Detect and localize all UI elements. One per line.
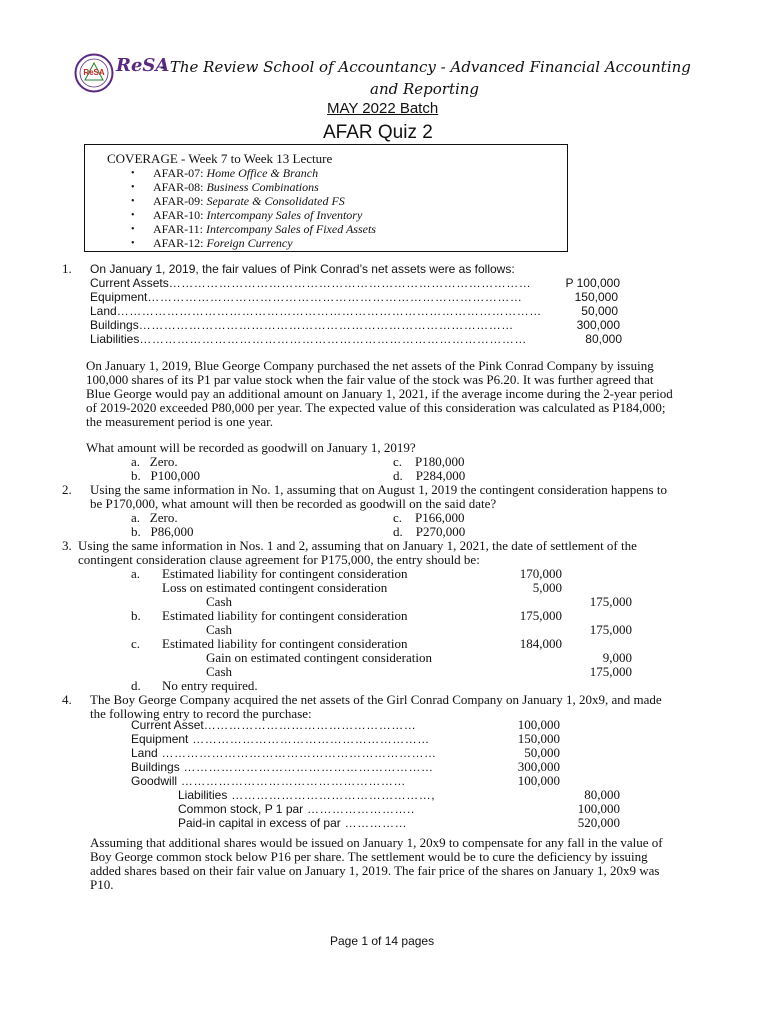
q4-number: 4. — [62, 692, 72, 707]
q1-row-label: Current Assets…………………………………………………………………………… — [90, 276, 532, 290]
entry-debit: 170,000 — [519, 566, 562, 581]
option-letter: c. — [131, 636, 141, 651]
bullet-icon: • — [131, 238, 135, 249]
q2-choice-a: a. Zero. — [131, 510, 178, 525]
bullet-icon: • — [131, 168, 135, 179]
q1-row-value: 50,000 — [581, 304, 618, 318]
bullet-icon: • — [131, 224, 135, 235]
resa-logo — [74, 53, 114, 93]
q4-credit-value: 80,000 — [584, 787, 620, 802]
option-letter: b. — [131, 608, 141, 623]
q4-debit-label: Equipment ………………………………………………… — [131, 732, 430, 746]
entry-debit: 184,000 — [519, 636, 562, 651]
q4-debit-value: 150,000 — [517, 731, 560, 746]
q4-credit-value: 100,000 — [577, 801, 620, 816]
q1-row-value: 300,000 — [576, 318, 620, 332]
q1-row-label: Buildings……………………………………………………………………………… — [90, 318, 514, 332]
q4-debit-label: Current Asset…………………………………………… — [131, 718, 417, 732]
q4-debit-value: 100,000 — [517, 717, 560, 732]
q2-line2: be P170,000, what amount will then be recorded as goodwill on the said date? — [90, 496, 497, 511]
q4-line1: The Boy George Company acquired the net assets of the Girl Conrad Company on January 1, 20x9, and made — [90, 692, 662, 707]
header-title-line2: and Reporting — [370, 80, 480, 98]
coverage-item: AFAR-10: Intercompany Sales of Inventory — [153, 208, 363, 222]
entry-account: Estimated liability for contingent consideration — [162, 566, 408, 581]
q3-line1: Using the same information in Nos. 1 and 2, assuming that on January 1, 2021, the date of settlement of the — [78, 538, 637, 553]
entry-account: Cash — [206, 664, 232, 679]
bullet-icon: • — [131, 210, 135, 221]
q1-row-value: P 100,000 — [565, 276, 620, 290]
q4-para-line: added shares based on their fair value on January 1, 2019. The fair price of the shares on January 1, 20x9 was — [90, 863, 660, 878]
q1-intro: On January 1, 2019, the fair values of Pink Conrad’s net assets were as follows: — [90, 262, 515, 276]
school-abbr: ReSA — [116, 55, 170, 76]
entry-account: Estimated liability for contingent consideration — [162, 636, 408, 651]
q4-debit-value: 300,000 — [517, 759, 560, 774]
q4-debit-value: 100,000 — [517, 773, 560, 788]
q4-para-line: Assuming that additional shares would be issued on January 1, 20x9 to compensate for any fall in the value of — [90, 835, 663, 850]
q1-number: 1. — [62, 261, 72, 276]
coverage-heading: COVERAGE - Week 7 to Week 13 Lecture — [107, 151, 333, 166]
q4-debit-value: 50,000 — [524, 745, 560, 760]
entry-credit: 175,000 — [589, 622, 632, 637]
q4-credit-label: Common stock, P 1 par …………………….. — [178, 802, 415, 816]
coverage-item: AFAR-08: Business Combinations — [153, 180, 319, 194]
q4-credit-label: Paid-in capital in excess of par …………… — [178, 816, 408, 830]
q1-row-label: Liabilities………………………………………………………………………………… — [90, 332, 527, 346]
q2-choice-b: b. P86,000 — [131, 524, 194, 539]
q1-choice-c: c. P180,000 — [393, 454, 465, 469]
bullet-icon: • — [131, 182, 135, 193]
entry-credit: 9,000 — [602, 650, 632, 665]
q4-debit-label: Buildings …………………………………………………… — [131, 760, 434, 774]
option-text: No entry required. — [162, 678, 258, 693]
q1-row-value: 150,000 — [574, 290, 618, 304]
q1-question: What amount will be recorded as goodwill on January 1, 2019? — [86, 440, 416, 455]
q1-para-line: On January 1, 2019, Blue George Company purchased the net assets of the Pink Conrad Company by issuing — [86, 358, 654, 373]
q1-para-line: Blue George would pay an additional amount on January 1, 2021, if the average income during the 2-year period — [86, 386, 673, 401]
header-title-line1: - The Review School of Accountancy - Advanced Financial Accounting — [160, 58, 691, 76]
q1-choice-b: b. P100,000 — [131, 468, 200, 483]
option-letter: a. — [131, 566, 141, 581]
entry-account: Estimated liability for contingent consideration — [162, 608, 408, 623]
q1-para-line: 100,000 shares of its P1 par value stock when the fair value of the stock was P6.20. It was further agreed that — [86, 372, 654, 387]
q4-debit-label: Land ………………………………………………………… — [131, 746, 437, 760]
q4-credit-value: 520,000 — [577, 815, 620, 830]
q2-choice-d: d. P270,000 — [393, 524, 466, 539]
q1-para-line: of 2019-2020 exceeded P80,000 per year. The expected value of this consideration was calculated as P184,000; — [86, 400, 666, 415]
q2-line1: Using the same information in No. 1, assuming that on August 1, 2019 the contingent consideration happens to — [90, 482, 667, 497]
q1-row-label: Land………………………………………………………………………………………… — [90, 304, 542, 318]
entry-credit: 175,000 — [589, 594, 632, 609]
coverage-item: AFAR-11: Intercompany Sales of Fixed Assets — [153, 222, 376, 236]
coverage-item: AFAR-12: Foreign Currency — [153, 236, 293, 250]
entry-account: Cash — [206, 622, 232, 637]
entry-debit: 175,000 — [519, 608, 562, 623]
q4-para-line: P10. — [90, 877, 114, 892]
entry-account: Loss on estimated contingent consideration — [162, 580, 388, 595]
entry-account: Gain on estimated contingent consideration — [206, 650, 432, 665]
batch-label: MAY 2022 Batch — [327, 100, 439, 117]
bullet-icon: • — [131, 196, 135, 207]
logo-text: ReSA — [83, 68, 105, 77]
entry-debit: 5,000 — [532, 580, 562, 595]
q1-para-line: the measurement period is one year. — [86, 414, 273, 429]
entry-credit: 175,000 — [589, 664, 632, 679]
q4-para-line: Boy George common stock below P16 per share. The settlement would be to cure the deficiency by issuing — [90, 849, 648, 864]
entry-account: Cash — [206, 594, 232, 609]
coverage-item: AFAR-07: Home Office & Branch — [153, 166, 319, 180]
coverage-item: AFAR-09: Separate & Consolidated FS — [153, 194, 345, 208]
quiz-title: AFAR Quiz 2 — [323, 122, 433, 143]
q3-line2: contingent consideration clause agreement for P175,000, the entry should be: — [78, 552, 480, 567]
q2-number: 2. — [62, 482, 72, 497]
q4-line2: the following entry to record the purchase: — [90, 706, 312, 721]
page-number: Page 1 of 14 pages — [330, 934, 435, 948]
q1-row-value: 80,000 — [585, 332, 622, 346]
q2-choice-c: c. P166,000 — [393, 510, 465, 525]
q4-credit-label: Liabilities …………………………………………, — [178, 788, 436, 802]
q1-choice-a: a. Zero. — [131, 454, 178, 469]
q3-number: 3. — [62, 538, 72, 553]
option-letter: d. — [131, 678, 141, 693]
q1-choice-d: d. P284,000 — [393, 468, 466, 483]
q4-debit-label: Goodwill ……………………………………………… — [131, 774, 406, 788]
q1-row-label: Equipment……………………………………………………………………………… — [90, 290, 523, 304]
